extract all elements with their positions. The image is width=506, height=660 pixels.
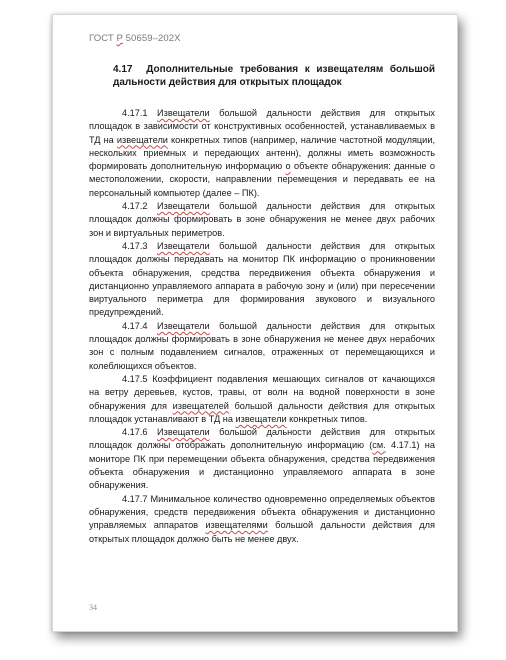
header-prefix-marked: Р [116, 33, 123, 44]
spellcheck-marked-word: извещателей [172, 400, 229, 411]
spellcheck-marked-word: Извещатели [157, 240, 210, 251]
paragraph-text: 4.17.3 [122, 240, 158, 251]
paragraph-text: 4.17.4 [122, 320, 158, 331]
spellcheck-marked-word: Извещатели [157, 108, 210, 118]
paragraph-text: 4.17.2 [122, 201, 158, 212]
paragraph-text: 4.17.1 [122, 108, 158, 118]
spellcheck-marked-word: см. [372, 440, 386, 451]
spellcheck-marked-word: Извещатели [157, 320, 210, 331]
paragraph-text: конкретных типов. [286, 413, 368, 424]
paragraph-text: объекте обнаружения: данные о местоположении, скорости, направлении перемещения и передавать ее на персональный компьютер (далее – ПК). [89, 161, 436, 198]
spellcheck-marked-word: о [285, 161, 291, 172]
paragraph-text: 4.17.5 Коэффициент подавления мешающих сигналов от качающихся на ветру деревьев, кустов, травы, от волн на водной поверхности в зоне обнаружения для [89, 373, 435, 411]
paragraph-text: большой дальности действия для открытых площадок должны формировать в зоне обнаружения не менее двух нерабочих зон с полным подавлением сигналов, отраженных от перемещающихся и колеблющихся объектов. [89, 320, 435, 371]
header-code: 50659–202Х [122, 33, 181, 44]
paragraph-text: большой дальности действия для открытых площадок должны передавать на монитор ПК информацию о проникновении объекта обнаружения, средства передвижения объекта обнаружения и дистанционно управляемого аппарата в рабочую зону и (или) при пересечении виртуального периметра для формирования звукового и визуального предупреждений. [89, 240, 435, 318]
paragraph-4-17-5 [89, 373, 435, 426]
paragraph-text: 4.17.7 Минимальное количество одновременно определяемых объектов обнаружения, средств передвижения объекта обнаружения и дистанционно управляемых аппаратов [89, 493, 435, 531]
section-heading [113, 63, 435, 89]
paragraph-text: большой дальности действия для открытых площадок должны отображать дополнительную информацию ( [89, 427, 435, 451]
spellcheck-marked-word: извещатели [235, 413, 287, 424]
section-number: 4.17 [113, 64, 133, 75]
paragraph-text: большой дальности действия для открытых площадок должно быть не менее двух. [89, 520, 436, 544]
section-title: Дополнительные требования к извещателям большой дальности действия для открытых площадок [113, 64, 435, 88]
page-number: 34 [89, 603, 97, 612]
document-body [89, 107, 435, 546]
paragraph-text: 4.17.1) на мониторе ПК при перемещении объекта обнаружения, средства передвижения объекта обнаружения и дистанционно управляемого аппарата в зоне обнаружения. [89, 440, 435, 491]
document-header [89, 33, 181, 44]
paragraph-text: большой дальности действия для открытых площадок должны формировать в зоне обнаружения не менее двух рабочих зон и виртуальных периметров. [89, 201, 435, 238]
paragraph-4-17-4 [89, 320, 435, 373]
paragraph-4-17-1 [89, 107, 435, 200]
spellcheck-marked-word: извещателями [205, 520, 268, 531]
paragraph-4-17-6 [89, 426, 435, 492]
paragraph-4-17-2 [89, 200, 435, 240]
paragraph-text: конкретных типов (например, наличие частотной модуляции, нескольких приемных и передающих антенн), должны иметь возможность формировать дополнительную информацию [89, 134, 435, 172]
spellcheck-marked-word: Извещатели [157, 201, 210, 212]
paragraph-text: большой дальности действия для открытых площадок в зависимости от конструктивных особенностей, устанавливаемых в ТД на [89, 108, 435, 145]
spellcheck-marked-word: извещатели [116, 134, 168, 145]
paragraph-4-17-7 [89, 493, 435, 546]
header-prefix: ГОСТ [89, 33, 117, 44]
paragraph-4-17-3 [89, 240, 435, 320]
document-page [52, 14, 458, 632]
spellcheck-marked-word: Извещатели [157, 427, 210, 438]
paragraph-text: большой дальности действия для открытых площадок устанавливают в ТД на [89, 400, 435, 424]
paragraph-text: 4.17.6 [122, 427, 158, 438]
